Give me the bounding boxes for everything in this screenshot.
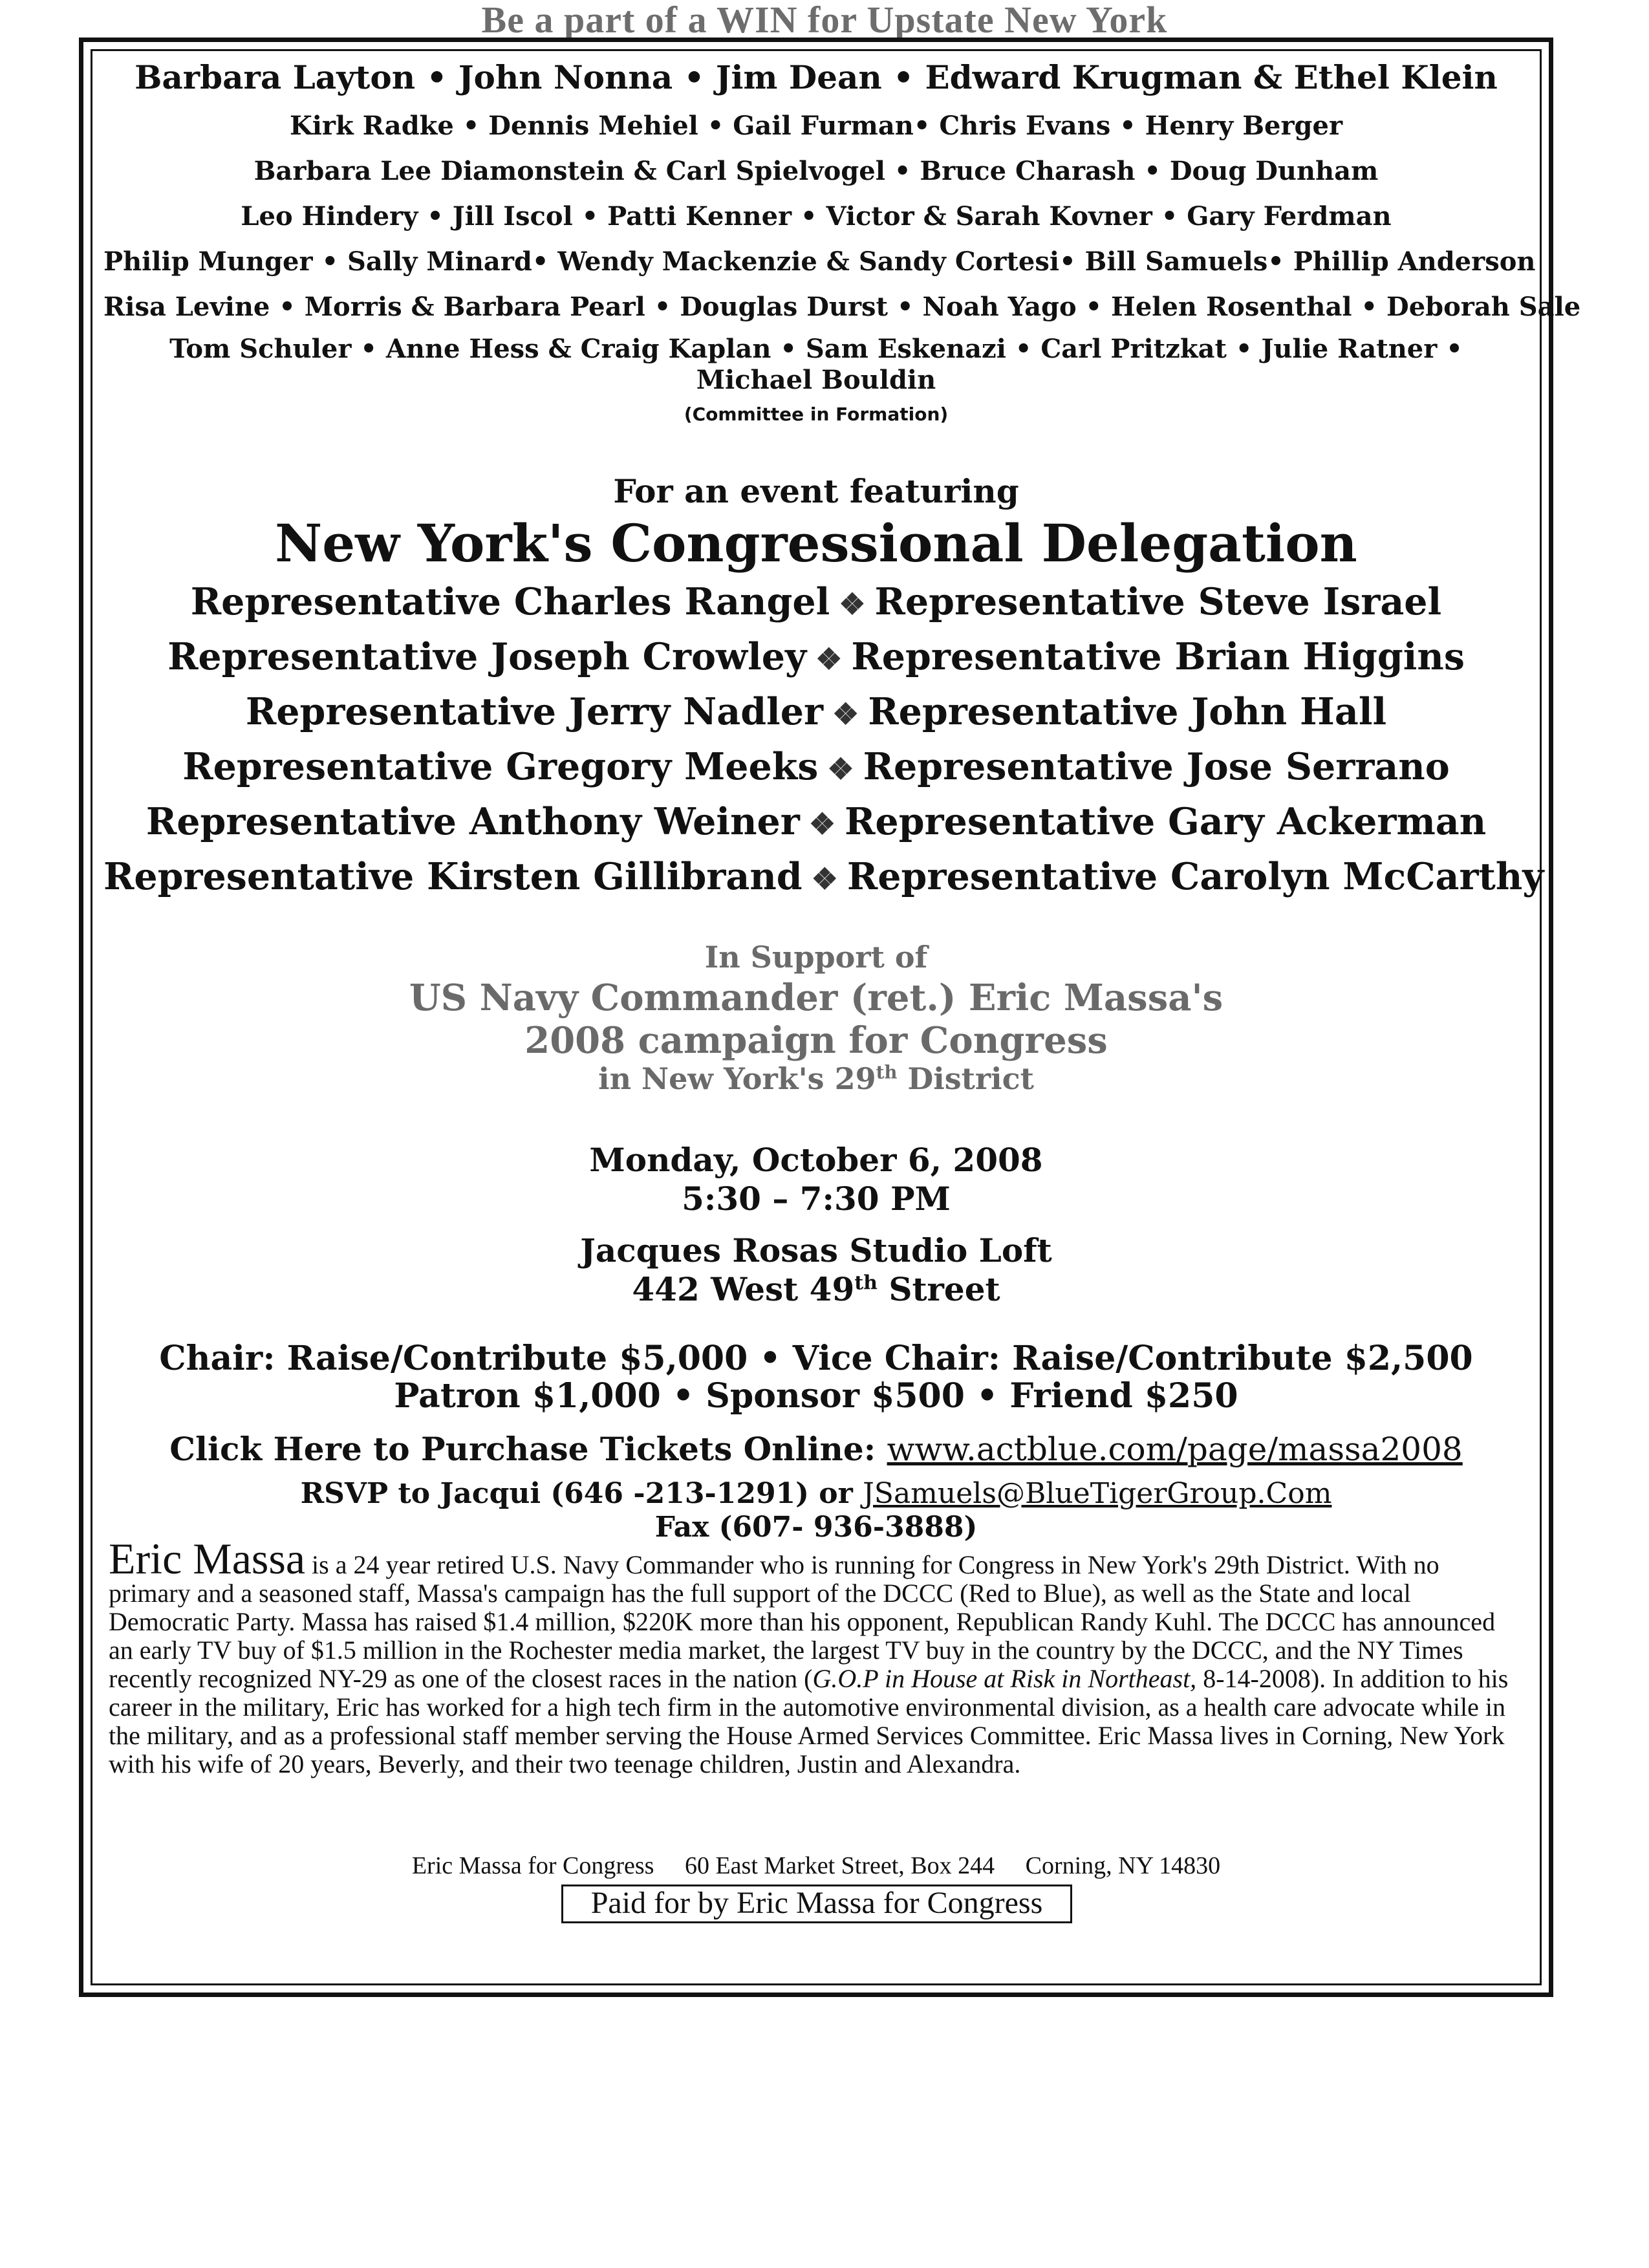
bio-citation: G.O.P in House at Risk in Northeast, (812, 1664, 1197, 1693)
invitation-content (103, 52, 1581, 1544)
support-label: In Support of (704, 940, 928, 975)
committee-note: (Committee in Formation) (684, 404, 949, 425)
support-candidate: US Navy Commander (ret.) Eric Massa's (409, 977, 1223, 1019)
rsvp-block (103, 1477, 1529, 1544)
diamond-icon: ❖ (808, 806, 836, 841)
rep-row (103, 631, 1529, 686)
representatives-list (103, 576, 1544, 905)
footer-address (103, 1850, 1529, 1882)
rep-row (103, 795, 1529, 850)
rsvp-email-link[interactable]: JSamuels@BlueTigerGroup.Com (863, 1477, 1332, 1510)
host-list-line-6: Risa Levine • Morris & Barbara Pearl • Douglas Durst • Noah Yago • Helen Rosenthal • Deborah Sale (103, 292, 1581, 322)
event-datetime (103, 1141, 1529, 1218)
tickets-label: Click Here to Purchase Tickets Online (169, 1430, 864, 1468)
event-time: 5:30 – 7:30 PM (682, 1180, 951, 1218)
rep-name: Representative Gregory Meeks (182, 745, 819, 788)
support-block (103, 938, 1529, 1096)
diamond-icon: ❖ (832, 697, 859, 731)
rsvp-fax: Fax (607- 936-3888) (654, 1511, 978, 1544)
footer-city: Corning, NY 14830 (1025, 1852, 1221, 1879)
footer-street: 60 East Market Street, Box 244 (684, 1852, 995, 1879)
host-list-line-1: Barbara Layton • John Nonna • Jim Dean • Edward Krugman & Ethel Klein (135, 58, 1498, 96)
host-list-line-2: Kirk Radke • Dennis Mehiel • Gail Furman• Chris Evans • Henry Berger (289, 111, 1343, 141)
host-list-line-4: Leo Hindery • Jill Iscol • Patti Kenner • Victor & Sarah Kovner • Gary Ferdman (241, 201, 1392, 232)
event-venue (103, 1231, 1529, 1309)
footer-org: Eric Massa for Congress (411, 1852, 654, 1879)
event-featuring-heading: For an event featuring (613, 472, 1019, 510)
rep-name: Representative Brian Higgins (851, 635, 1465, 678)
support-campaign: 2008 campaign for Congress (524, 1019, 1108, 1062)
support-district: in New York's 29th District (598, 1061, 1034, 1096)
paid-for-disclaimer: Paid for by Eric Massa for Congress (561, 1885, 1072, 1923)
pricing-line-1: Chair: Raise/Contribute $5,000 • Vice Chair: Raise/Contribute $2,500 (159, 1339, 1473, 1378)
rep-name: Representative Joseph Crowley (167, 635, 807, 678)
rep-name: Representative John Hall (868, 690, 1387, 733)
rep-name: Representative Jerry Nadler (245, 690, 824, 733)
tickets-line: Click Here to Purchase Tickets Online: www.actblue.com/page/massa2008 (169, 1430, 1463, 1468)
diamond-icon: ❖ (839, 587, 866, 621)
rep-row (103, 686, 1529, 740)
bio-name: Eric Massa (109, 1534, 306, 1583)
diamond-icon: ❖ (811, 861, 838, 896)
candidate-bio (109, 1534, 1525, 1778)
delegation-title: New York's Congressional Delegation (275, 513, 1357, 574)
header-banner: Be a part of a WIN for Upstate New York (481, 0, 1168, 41)
tickets-link[interactable]: www.actblue.com/page/massa2008 (887, 1431, 1463, 1468)
bio-text-1: is a 24 year retired U.S. Navy Commander who is running for Congress in New York's 29th District. With no primary and a seasoned staff, Massa's campaign has the full support of the DCCC (Red to Blue), as well as the State and local Democratic Party. Massa has raised $1.4 million, $220K more than his opponent, Republican Randy Kuhl. The DCCC has announced an early TV buy of $1.5 million in the Rochester media market, the largest TV buy in the country by the DCCC, and the NY Times recently recognized NY-29 as one of the closest races in the nation ( (109, 1550, 1496, 1693)
rep-name: Representative Steve Israel (874, 580, 1442, 623)
rsvp-line (103, 1477, 1529, 1511)
rep-name: Representative Charles Rangel (190, 580, 830, 623)
event-date: Monday, October 6, 2008 (589, 1141, 1043, 1179)
rep-row (103, 576, 1529, 631)
host-list-line-5: Philip Munger • Sally Minard• Wendy Mackenzie & Sandy Cortesi• Bill Samuels• Phillip Anderson (103, 246, 1536, 277)
pricing-levels (103, 1340, 1529, 1415)
diamond-icon: ❖ (815, 642, 843, 676)
pricing-line-2: Patron $1,000 • Sponsor $500 • Friend $250 (394, 1376, 1238, 1416)
rep-name: Representative Anthony Weiner (146, 800, 800, 843)
host-list-line-7: Tom Schuler • Anne Hess & Craig Kaplan • Sam Eskenazi • Carl Pritzkat • Julie Ratner • Michael Bouldin (169, 334, 1463, 395)
bio-text-2: 8-14-2008). In addition to his career in the military, Eric has worked for a high tech firm in the automotive environmental division, as a health care advocate while in the military, and as a professional staff member serving the House Armed Services Committee. Eric Massa lives in Corning, New York with his wife of 20 years, Beverly, and their two teenage children, Justin and Alexandra. (109, 1664, 1509, 1778)
rep-name: Representative Gary Ackerman (845, 800, 1487, 843)
venue-address: 442 West 49th Street (632, 1270, 1000, 1308)
host-list-line-3: Barbara Lee Diamonstein & Carl Spielvogel • Bruce Charash • Doug Dunham (253, 156, 1379, 186)
rep-name: Representative Jose Serrano (863, 745, 1450, 788)
rep-row (103, 740, 1529, 795)
rep-name: Representative Kirsten Gillibrand (103, 855, 803, 898)
rep-row (103, 850, 1544, 905)
rsvp-text: RSVP to Jacqui (646 -213-1291) or (300, 1477, 863, 1510)
diamond-icon: ❖ (827, 751, 854, 786)
venue-name: Jacques Rosas Studio Loft (580, 1231, 1052, 1269)
rep-name: Representative Carolyn McCarthy (846, 855, 1544, 898)
